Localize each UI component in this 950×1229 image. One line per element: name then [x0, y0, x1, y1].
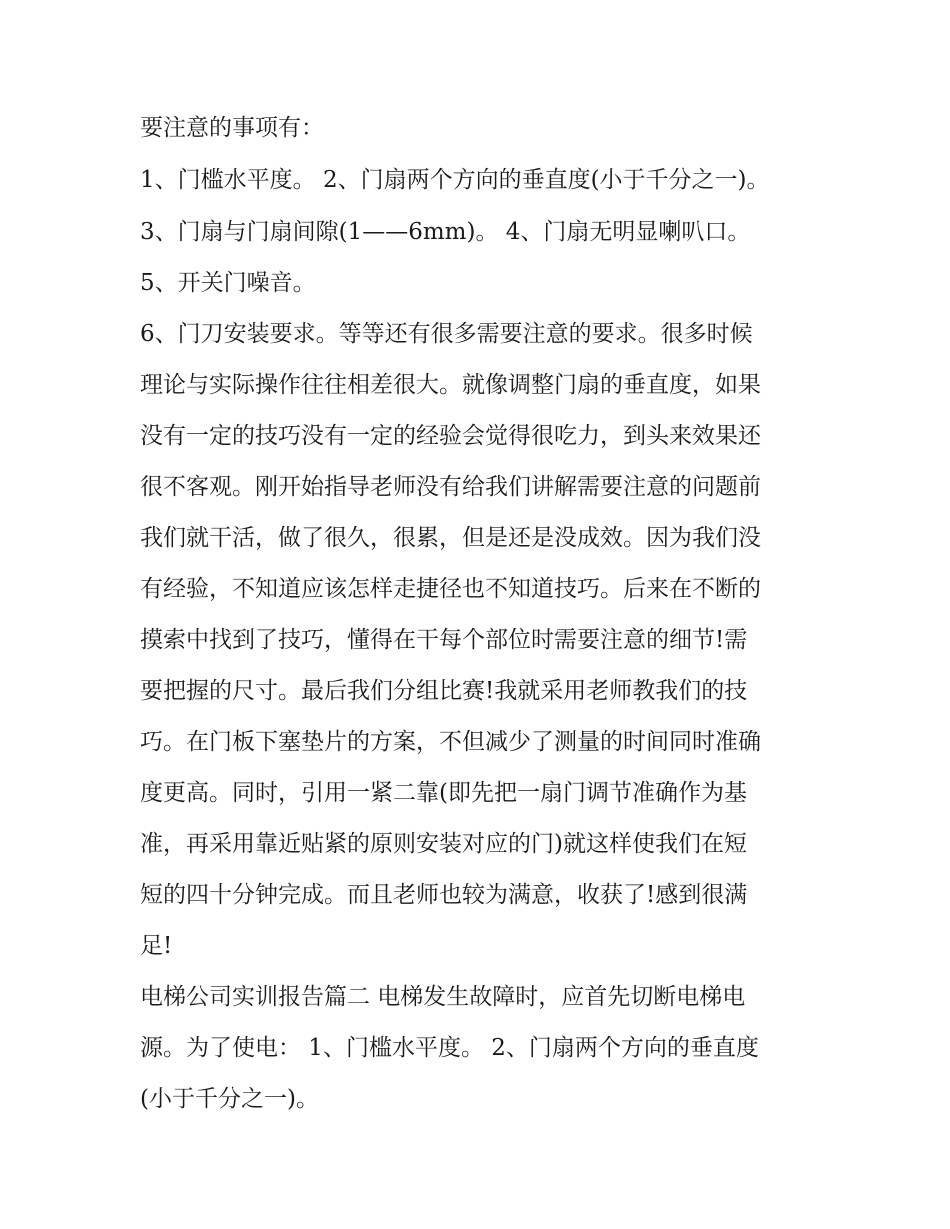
text-line: 1、门槛水平度。 2、门扇两个方向的垂直度(小于千分之一)。 [140, 167, 770, 193]
text-line: 摸索中找到了技巧，懂得在干每个部位时需要注意的细节!需 [140, 627, 748, 653]
text-line: 要注意的事项有： [140, 115, 324, 141]
text-line: 3、门扇与门扇间隙(1——6mm)。 4、门扇无明显喇叭口。 [140, 219, 751, 245]
text-line: 短的四十分钟完成。而且老师也较为满意，收获了!感到很满 [140, 882, 748, 908]
text-line: 度更高。同时，引用一紧二靠(即先把一扇门调节准确作为基 [140, 780, 747, 806]
text-line: 6、门刀安装要求。等等还有很多需要注意的要求。很多时候 [140, 321, 753, 347]
text-line: 足! [140, 933, 173, 959]
text-line: 源。为了使电： 1、门槛水平度。 2、门扇两个方向的垂直度 [140, 1035, 759, 1061]
text-line: 电梯公司实训报告篇二 电梯发生故障时，应首先切断电梯电 [140, 984, 746, 1010]
text-line: 没有一定的技巧没有一定的经验会觉得很吃力，到头来效果还 [140, 423, 761, 449]
text-line: 准，再采用靠近贴紧的原则安装对应的门)就这样使我们在短 [140, 831, 747, 857]
text-line: (小于千分之一)。 [140, 1086, 319, 1112]
text-line: 5、开关门噪音。 [140, 270, 316, 296]
text-line: 很不客观。刚开始指导老师没有给我们讲解需要注意的问题前 [140, 474, 761, 500]
text-line: 我们就干活，做了很久，很累，但是还是没成效。因为我们没 [140, 525, 761, 551]
text-line: 要把握的尺寸。最后我们分组比赛!我就采用老师教我们的技 [140, 678, 748, 704]
text-line: 巧。在门板下塞垫片的方案，不但减少了测量的时间同时准确 [140, 729, 761, 755]
text-line: 理论与实际操作往往相差很大。就像调整门扇的垂直度，如果 [140, 372, 761, 398]
text-line: 有经验，不知道应该怎样走捷径也不知道技巧。后来在不断的 [140, 576, 761, 602]
